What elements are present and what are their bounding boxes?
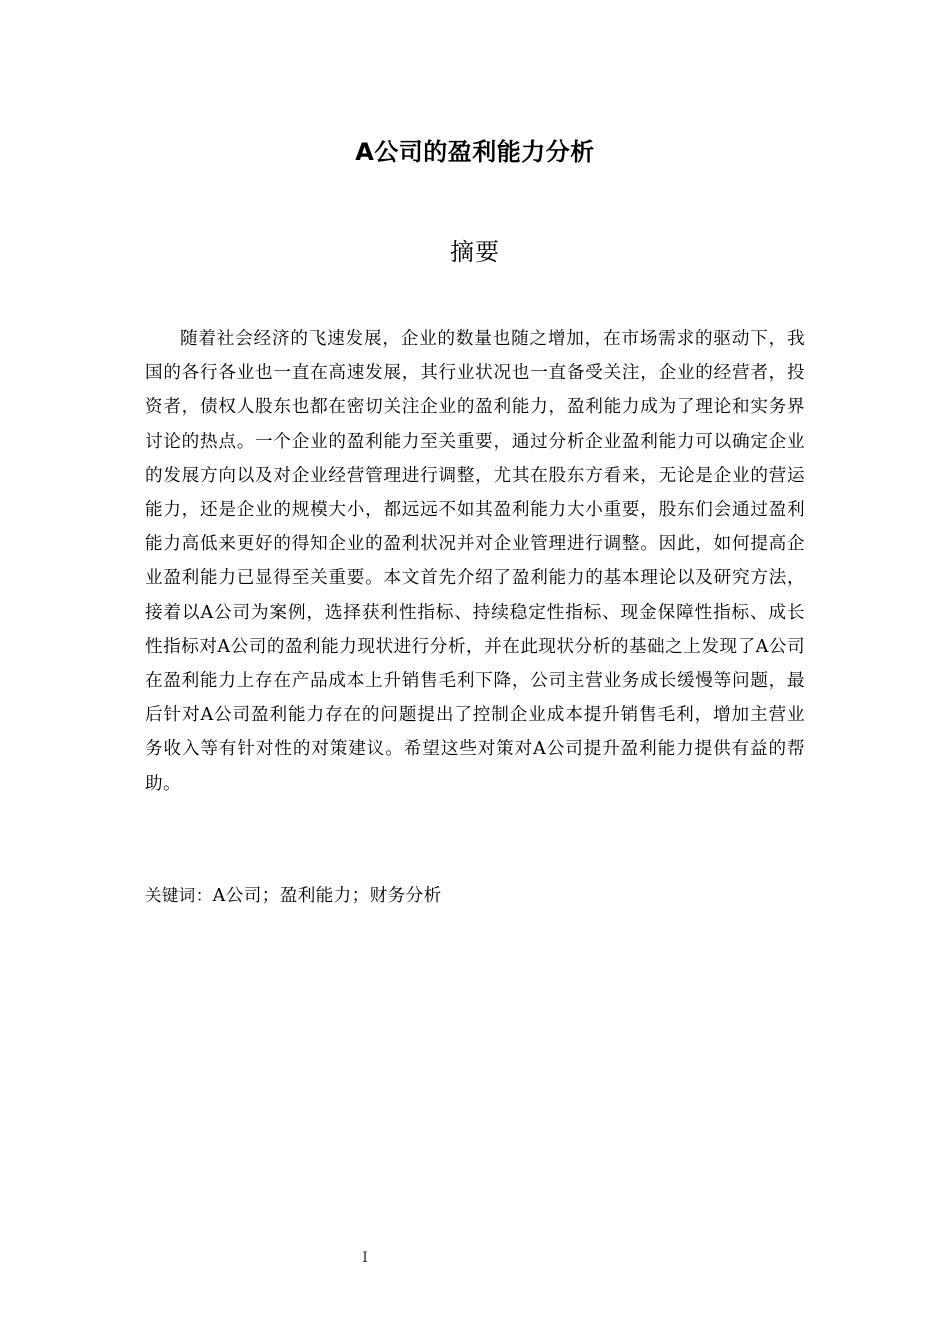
keywords-value: A公司；盈利能力；财务分析 [212, 886, 442, 906]
abstract-heading: 摘要 [450, 238, 500, 266]
document-title: A公司的盈利能力分析 [355, 138, 595, 166]
keywords-line [145, 879, 805, 913]
abstract-paragraph: 随着社会经济的飞速发展，企业的数量也随之增加，在市场需求的驱动下，我国的各行各业也一直在高速发展，其行业状况也一直备受关注，企业的经营者，投资者，债权人股东也都在密切关注企业的盈利能力，盈利能力成为了理论和实务界讨论的热点。一个企业的盈利能力至关重要，通过分析企业盈利能力可以确定企业的发展方向以及对企业经营管理进行调整，尤其在股东方看来，无论是企业的营运能力，还是企业的规模大小，都远远不如其盈利能力大小重要，股东们会通过盈利能力高低来更好的得知企业的盈利状况并对企业管理进行调整。因此，如何提高企业盈利能力已显得至关重要。本文首先介绍了盈利能力的基本理论以及研究方法，接着以A公司为案例，选择获利性指标、持续稳定性指标、现金保障性指标、成长性指标对A公司的盈利能力现状进行分析，并在此现状分析的基础之上发现了A公司在盈利能力上存在产品成本上升销售毛利下降，公司主营业务成长缓慢等问题，最后针对A公司盈利能力存在的问题提出了控制企业成本提升销售毛利，增加主营业务收入等有针对性的对策建议。希望这些对策对A公司提升盈利能力提供有益的帮助。 [145, 329, 805, 794]
page-number: I [362, 1250, 368, 1266]
keywords-label: 关键词： [145, 886, 213, 905]
